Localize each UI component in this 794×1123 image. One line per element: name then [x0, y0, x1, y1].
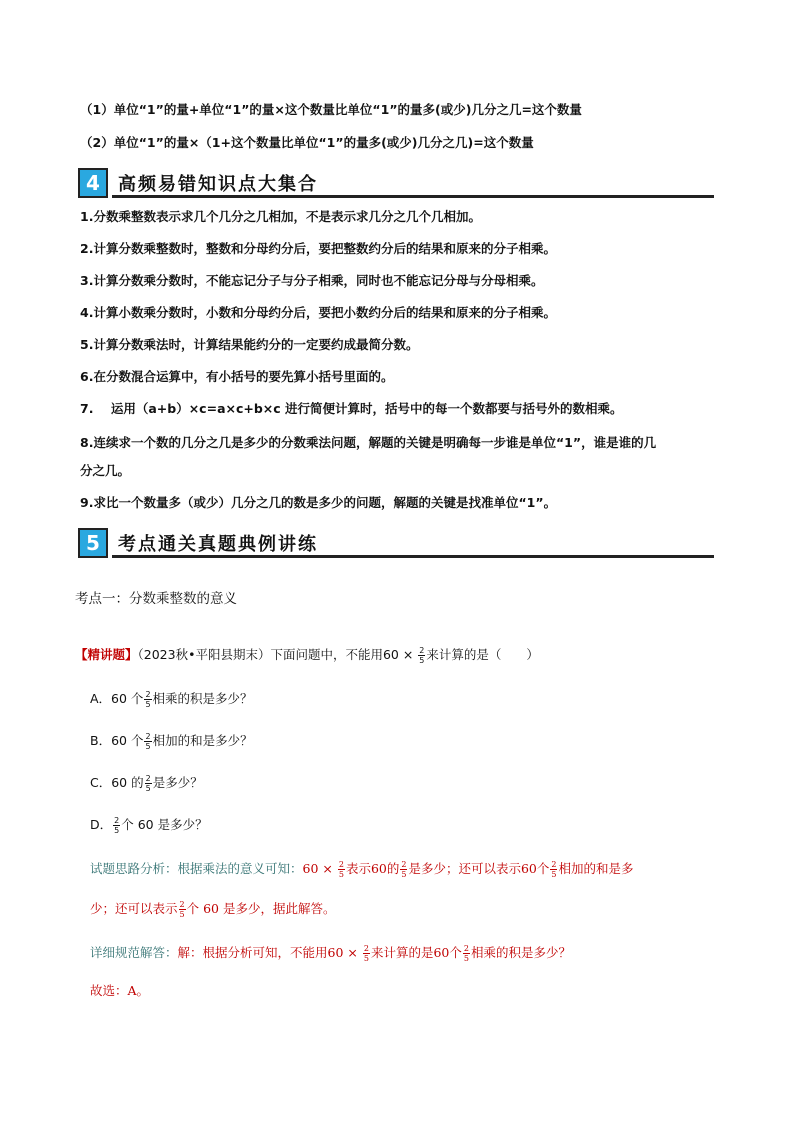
question-tag: 【精讲题】 [75, 647, 138, 662]
list-item: 9.求比一个数量多（或少）几分之几的数是多少的问题，解题的关键是找准单位“1”。 [80, 495, 557, 510]
formula-2: （2）单位“1”的量×（1+这个数量比单位“1”的量多(或少)几分之几)=这个数量 [80, 135, 534, 150]
section-underline [112, 195, 714, 198]
section-4-banner [78, 168, 714, 196]
question-source: （2023秋•平阳县期末）下面问题中，不能用60 × [137, 647, 414, 662]
list-item: 1.分数乘整数表示求几个几分之几相加，不是表示求几分之几个几相加。 [80, 209, 481, 224]
list-item: 2.计算分数乘整数时，整数和分母约分后，要把整数约分后的结果和原来的分子相乘。 [80, 241, 556, 256]
question-stem [75, 646, 539, 665]
formula-1: （1）单位“1”的量+单位“1”的量×这个数量比单位“1”的量多(或少)几分之几=这个数量 [80, 102, 582, 117]
section-number-badge: 4 [78, 168, 108, 198]
option-b: B．60 个 $\frac{2}{5}$ 相加的和是多少？ [90, 732, 253, 751]
option-d: D． $\frac{2}{5}$ 个 60 是多少？ [90, 816, 208, 835]
list-item: 分之几。 [80, 463, 131, 478]
option-a: A．60 个 $\frac{2}{5}$ 相乘的积是多少？ [90, 690, 253, 709]
fraction: $\frac{2}{5}$ [419, 646, 425, 665]
section-underline [112, 555, 714, 558]
list-item: 3.计算分数乘分数时，不能忘记分子与分子相乘，同时也不能忘记分母与分母相乘。 [80, 273, 544, 288]
section-5-banner [78, 528, 714, 556]
solution-line: 详细规范解答：解：根据分析可知，不能用60 × $\frac{2}{5}$ 来计算的是60个 $\frac{2}{5}$ 相乘的积是多少？ [90, 944, 571, 963]
section-title: 高频易错知识点大集合 [118, 174, 318, 195]
section-title: 考点通关真题典例讲练 [118, 534, 318, 555]
list-item: 6.在分数混合运算中，有小括号的要先算小括号里面的。 [80, 369, 394, 384]
list-item: 4.计算小数乘分数时，小数和分母约分后，要把小数约分后的结果和原来的分子相乘。 [80, 305, 556, 320]
list-item: 7. 运用（a+b）×c=a×c+b×c 进行简便计算时，括号中的每一个数都要与括号外的数相乘。 [80, 401, 623, 416]
answer-line: 故选：A。 [90, 983, 150, 998]
question-after: 来计算的是（ ） [426, 647, 539, 662]
topic-heading: 考点一：分数乘整数的意义 [75, 591, 237, 607]
list-item: 8.连续求一个数的几分之几是多少的分数乘法问题，解题的关键是明确每一步谁是单位“1”，谁是谁的几 [80, 435, 657, 450]
analysis-line-2: 少；还可以表示 $\frac{2}{5}$ 个 60 是多少，据此解答。 [90, 900, 336, 919]
option-c: C．60 的 $\frac{2}{5}$ 是多少？ [90, 774, 203, 793]
section-number-badge: 5 [78, 528, 108, 558]
analysis-line-1: 试题思路分析：根据乘法的意义可知：60 × $\frac{2}{5}$ 表示60的 $\frac{2}{5}$ 是多少；还可以表示60个 $\frac{2}{5}$ 相加的和是多 [90, 860, 634, 879]
list-item: 5.计算分数乘法时，计算结果能约分的一定要约成最简分数。 [80, 337, 419, 352]
